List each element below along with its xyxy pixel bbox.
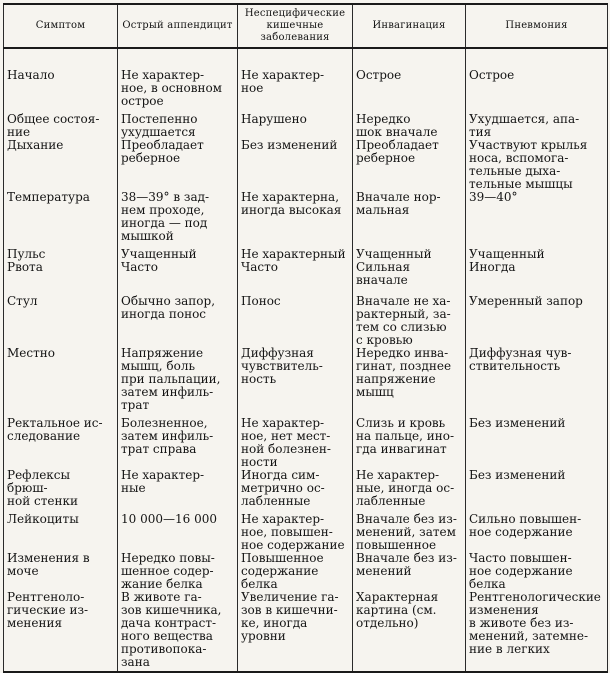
cell-line: рактерный, за-	[356, 307, 451, 321]
cell-line: Повышенное	[241, 551, 324, 565]
cell-line: следование	[7, 429, 81, 443]
cell-line: ухудшается	[121, 125, 196, 139]
table-row	[4, 469, 608, 508]
cell-nonspecific	[238, 108, 353, 139]
cell-symptom	[4, 139, 118, 191]
table-row	[4, 552, 608, 591]
cell-pneumonia	[466, 139, 608, 191]
cell-line: белка	[469, 577, 506, 591]
differential-diagnosis-table	[3, 3, 608, 673]
cell-line: ние	[7, 125, 31, 139]
cell-line: Часто	[121, 260, 159, 274]
cell-pneumonia	[466, 508, 608, 552]
cell-line: при пальпации,	[121, 372, 221, 386]
cell-line: тельные мышцы	[469, 177, 573, 191]
cell-line: моче	[7, 564, 39, 578]
cell-line: Лейкоциты	[7, 512, 79, 526]
cell-line: ное, повышен-	[241, 525, 333, 539]
cell-line: Иногда сим-	[241, 468, 320, 482]
cell-symptom	[4, 243, 118, 261]
cell-line: противопока-	[121, 642, 207, 656]
cell-pneumonia	[466, 412, 608, 469]
cell-line: Общее состоя-	[7, 112, 100, 126]
cell-line: лабленные	[241, 494, 311, 508]
cell-pneumonia	[466, 48, 608, 108]
cell-line: гические из-	[7, 603, 89, 617]
cell-symptom	[4, 469, 118, 508]
cell-appendicitis	[118, 48, 238, 108]
cell-line: носа, вспомога-	[469, 151, 569, 165]
cell-line: Ухудшается, апа-	[469, 112, 580, 126]
cell-line: Характерная	[356, 590, 439, 604]
cell-intussusception	[353, 591, 466, 672]
header-pneumonia: Пневмония	[466, 4, 608, 48]
cell-nonspecific	[238, 552, 353, 591]
header-intussusception: Инвагинация	[353, 4, 466, 48]
cell-nonspecific	[238, 139, 353, 191]
table-row	[4, 591, 608, 672]
cell-line: менений, затем	[356, 525, 456, 539]
cell-line: менений, затемне-	[469, 629, 589, 643]
cell-line: Рентгенологические	[469, 590, 601, 604]
cell-line: ние в легких	[469, 642, 550, 656]
cell-line: ное содержание	[241, 538, 345, 552]
cell-appendicitis	[118, 287, 238, 347]
cell-line: реберное	[121, 151, 181, 165]
cell-line: Не характер-	[121, 468, 205, 482]
cell-line: Не характер-	[241, 68, 325, 82]
cell-line: Часто повышен-	[469, 551, 572, 565]
cell-line: реберное	[356, 151, 416, 165]
cell-line: Вначале нор-	[356, 190, 441, 204]
cell-intussusception	[353, 347, 466, 412]
cell-line: Стул	[7, 294, 38, 308]
cell-line: Не характер-	[356, 468, 440, 482]
cell-line: тия	[469, 125, 492, 139]
cell-line: лабленные	[356, 494, 426, 508]
cell-symptom	[4, 48, 118, 108]
table-row	[4, 243, 608, 261]
cell-line: ствительность	[469, 359, 561, 373]
cell-intussusception	[353, 48, 466, 108]
cell-nonspecific	[238, 243, 353, 261]
cell-line: гинат, позднее	[356, 359, 452, 373]
cell-line: картина (см.	[356, 603, 437, 617]
cell-line: ное содержание	[469, 564, 573, 578]
cell-line: острое	[121, 94, 164, 108]
cell-line: ного вещества	[121, 629, 213, 643]
cell-line: напряжение	[356, 372, 436, 386]
cell-intussusception	[353, 508, 466, 552]
cell-line: Преобладает	[121, 138, 204, 152]
header-nonspecific-intestinal: Неспецифические кишечные заболевания	[238, 4, 353, 48]
cell-line: зов кишечника,	[121, 603, 222, 617]
cell-line: с кровью	[356, 333, 413, 347]
table-row	[4, 139, 608, 191]
cell-intussusception	[353, 552, 466, 591]
cell-line: на пальце, ино-	[356, 429, 454, 443]
cell-line: Рефлексы брюш-	[7, 468, 71, 495]
cell-line: затем инфиль-	[121, 385, 214, 399]
cell-line: гда инвагинат	[356, 442, 447, 456]
cell-pneumonia	[466, 469, 608, 508]
cell-intussusception	[353, 412, 466, 469]
cell-line: 38—39° в зад-	[121, 190, 210, 204]
cell-pneumonia	[466, 191, 608, 243]
cell-line: ные, иногда ос-	[356, 481, 455, 495]
cell-appendicitis	[118, 469, 238, 508]
cell-line: Ректальное ис-	[7, 416, 103, 430]
cell-line: трат	[121, 398, 150, 412]
cell-line: Без изменений	[469, 416, 566, 430]
cell-appendicitis	[118, 243, 238, 261]
cell-line: ной болезнен-	[241, 442, 331, 456]
cell-line: затем инфиль-	[121, 429, 214, 443]
cell-symptom	[4, 552, 118, 591]
cell-symptom	[4, 287, 118, 347]
cell-line: Слизь и кровь	[356, 416, 446, 430]
cell-symptom	[4, 347, 118, 412]
cell-symptom	[4, 508, 118, 552]
cell-line: В животе га-	[121, 590, 202, 604]
cell-line: Сильная вначале	[356, 260, 411, 287]
table-row	[4, 261, 608, 287]
cell-line: 39—40°	[469, 190, 518, 204]
cell-line: изменения	[469, 603, 539, 617]
cell-line: 10 000—16 000	[121, 512, 217, 526]
cell-line: тельные дыха-	[469, 164, 561, 178]
cell-pneumonia	[466, 552, 608, 591]
cell-intussusception	[353, 287, 466, 347]
cell-line: зов в кишечни-	[241, 603, 338, 617]
cell-symptom	[4, 191, 118, 243]
cell-line: Болезненное,	[121, 416, 208, 430]
cell-line: Не характер-	[241, 512, 325, 526]
cell-line: Часто	[241, 260, 279, 274]
cell-line: Обычно запор,	[121, 294, 216, 308]
table-row	[4, 48, 608, 108]
cell-pneumonia	[466, 287, 608, 347]
table-body	[4, 48, 608, 672]
cell-line: ке, иногда	[241, 616, 308, 630]
header-appendicitis: Острый аппендицит	[118, 4, 238, 48]
cell-line: Диффузная	[241, 346, 314, 360]
cell-intussusception	[353, 139, 466, 191]
cell-line: Учащенный	[121, 247, 197, 261]
cell-line: ное содержание	[469, 525, 573, 539]
cell-line: мышц, боль	[121, 359, 195, 373]
cell-appendicitis	[118, 108, 238, 139]
cell-nonspecific	[238, 347, 353, 412]
cell-appendicitis	[118, 139, 238, 191]
cell-line: иногда высокая	[241, 203, 342, 217]
header-row	[4, 4, 608, 48]
cell-line: Температура	[7, 190, 90, 204]
cell-line: уровни	[241, 629, 286, 643]
cell-line: ность	[241, 372, 277, 386]
cell-intussusception	[353, 243, 466, 261]
cell-line: трат справа	[121, 442, 197, 456]
cell-line: Не характер-	[121, 68, 205, 82]
table-row	[4, 108, 608, 139]
cell-line: Нередко	[356, 112, 411, 126]
cell-line: иногда понос	[121, 307, 207, 321]
cell-line: тем со слизью	[356, 320, 447, 334]
cell-line: Дыхание	[7, 138, 64, 152]
cell-nonspecific	[238, 591, 353, 672]
cell-line: содержание	[241, 564, 319, 578]
cell-appendicitis	[118, 552, 238, 591]
cell-appendicitis	[118, 261, 238, 287]
cell-line: Преобладает	[356, 138, 439, 152]
cell-appendicitis	[118, 591, 238, 672]
cell-nonspecific	[238, 48, 353, 108]
cell-line: шок вначале	[356, 125, 438, 139]
cell-line: Иногда	[469, 260, 516, 274]
cell-line: Постепенно	[121, 112, 198, 126]
cell-intussusception	[353, 191, 466, 243]
cell-line: Умеренный запор	[469, 294, 583, 308]
cell-pneumonia	[466, 108, 608, 139]
cell-line: Рентгеноло-	[7, 590, 85, 604]
cell-appendicitis	[118, 412, 238, 469]
cell-line: жание белка	[121, 577, 203, 591]
cell-line: менений	[356, 564, 412, 578]
cell-nonspecific	[238, 412, 353, 469]
cell-line: Нередко инва-	[356, 346, 449, 360]
cell-line: ное, в основном	[121, 81, 223, 95]
cell-line: нем проходе,	[121, 203, 205, 217]
cell-line: Не характерна,	[241, 190, 340, 204]
cell-line: Сильно повышен-	[469, 512, 582, 526]
cell-line: дача контраст-	[121, 616, 217, 630]
cell-nonspecific	[238, 191, 353, 243]
cell-line: зана	[121, 655, 150, 669]
cell-line: мальная	[356, 203, 410, 217]
cell-appendicitis	[118, 508, 238, 552]
header-symptom: Симптом	[4, 4, 118, 48]
cell-line: Без изменений	[469, 468, 566, 482]
cell-line: Понос	[241, 294, 281, 308]
cell-line: повышенное	[356, 538, 437, 552]
cell-intussusception	[353, 261, 466, 287]
cell-line: белка	[241, 577, 278, 591]
table-row	[4, 412, 608, 469]
cell-nonspecific	[238, 287, 353, 347]
cell-line: ности	[241, 455, 278, 469]
cell-line: мышкой	[121, 229, 174, 243]
cell-appendicitis	[118, 347, 238, 412]
cell-line: Острое	[356, 68, 402, 82]
cell-line: Не характерный	[241, 247, 346, 261]
table-row	[4, 191, 608, 243]
cell-nonspecific	[238, 469, 353, 508]
cell-line: Местно	[7, 346, 55, 360]
cell-pneumonia	[466, 591, 608, 672]
cell-line: Диффузная чув-	[469, 346, 572, 360]
cell-line: ной стенки	[7, 494, 78, 508]
cell-line: отдельно)	[356, 616, 419, 630]
cell-line: Рвота	[7, 260, 43, 274]
cell-line: Нарушено	[241, 112, 307, 126]
cell-line: Изменения в	[7, 551, 90, 565]
cell-appendicitis	[118, 191, 238, 243]
cell-line: Не характер-	[241, 416, 325, 430]
table-row	[4, 287, 608, 347]
cell-line: Начало	[7, 68, 55, 82]
cell-line: Острое	[469, 68, 515, 82]
cell-nonspecific	[238, 261, 353, 287]
cell-line: Участвуют крылья	[469, 138, 588, 152]
cell-line: Учащенный	[356, 247, 432, 261]
cell-line: Без изменений	[241, 138, 338, 152]
cell-line: иногда — под	[121, 216, 208, 230]
cell-pneumonia	[466, 261, 608, 287]
cell-line: Увеличение га-	[241, 590, 339, 604]
cell-intussusception	[353, 108, 466, 139]
cell-nonspecific	[238, 508, 353, 552]
cell-line: шенное содер-	[121, 564, 214, 578]
cell-line: ное, нет мест-	[241, 429, 331, 443]
cell-line: Пульс	[7, 247, 46, 261]
cell-line: Вначале без из-	[356, 512, 457, 526]
cell-line: метрично ос-	[241, 481, 325, 495]
cell-line: Напряжение	[121, 346, 204, 360]
cell-line: чувствитель-	[241, 359, 323, 373]
cell-line: менения	[7, 616, 63, 630]
cell-symptom	[4, 591, 118, 672]
table-row	[4, 347, 608, 412]
cell-line: Вначале не ха-	[356, 294, 451, 308]
cell-line: Учащенный	[469, 247, 545, 261]
cell-pneumonia	[466, 347, 608, 412]
cell-pneumonia	[466, 243, 608, 261]
cell-intussusception	[353, 469, 466, 508]
cell-line: в животе без из-	[469, 616, 574, 630]
cell-symptom	[4, 412, 118, 469]
cell-symptom	[4, 261, 118, 287]
cell-line: ные	[121, 481, 146, 495]
cell-line: Вначале без из-	[356, 551, 457, 565]
cell-line: ное	[241, 81, 264, 95]
cell-symptom	[4, 108, 118, 139]
cell-line: мышц	[356, 385, 394, 399]
table-row	[4, 508, 608, 552]
cell-line: Нередко повы-	[121, 551, 215, 565]
